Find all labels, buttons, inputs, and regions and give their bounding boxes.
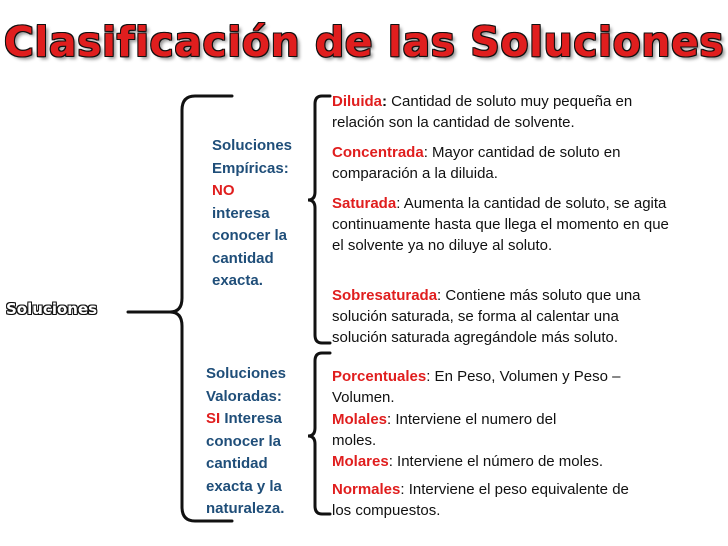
category-line: [206, 408, 286, 431]
definition-sobresaturada: [332, 285, 672, 348]
empiricas-brace: [308, 96, 330, 343]
category-line: Empíricas:: [212, 159, 289, 177]
category-line: conocer la: [206, 432, 282, 450]
definition-term: Normales: [332, 481, 401, 498]
category-line: cantidad: [212, 249, 274, 267]
category-line: naturaleza.: [206, 500, 285, 517]
category-highlight: SI: [206, 410, 221, 427]
definition-text: Interviene el peso equivalente de los compuestos.: [332, 481, 629, 519]
definition-saturada: [332, 193, 672, 256]
category-text: Interesa: [220, 410, 282, 427]
definition-text: Interviene el numero del moles.: [332, 411, 557, 449]
definition-text: En Peso, Volumen y Peso – Volumen.: [332, 368, 621, 406]
definition-text: Contiene más soluto que una solución saturada, se forma al calentar una solución saturada agregándole más soluto.: [332, 287, 641, 346]
definition-text: Interviene el número de moles.: [392, 453, 603, 470]
definition-term: Concentrada: [332, 144, 424, 161]
definition-separator: :: [426, 368, 431, 385]
definition-molales: [332, 409, 597, 451]
valoradas-brace: [308, 353, 330, 514]
definition-text: Aumenta la cantidad de soluto, se agita continuamente hasta que llega el momento en que el solvente ya no diluye al soluto.: [332, 195, 669, 254]
category-valoradas: [206, 363, 286, 521]
definition-separator: :: [396, 195, 401, 212]
definition-molares: [332, 451, 662, 472]
definition-text: Cantidad de soluto muy pequeña en relación son la cantidad de solvente.: [332, 93, 633, 131]
definition-term: Molares: [332, 453, 389, 470]
definition-term: Sobresaturada: [332, 287, 438, 304]
definition-separator: :: [437, 287, 442, 304]
category-line: cantidad: [206, 455, 268, 472]
definition-term: Porcentuales: [332, 368, 427, 385]
definition-separator: :: [382, 93, 388, 110]
category-line: Valoradas:: [206, 387, 282, 405]
definition-porcentuales: [332, 366, 642, 408]
definition-term: Saturada: [332, 195, 397, 212]
definition-separator: :: [387, 411, 392, 428]
definition-diluida: [332, 91, 672, 133]
definition-separator: :: [400, 481, 405, 498]
definition-separator: :: [423, 144, 428, 161]
definition-term: Diluida: [332, 93, 383, 110]
diagram-title: Clasificación de las Soluciones: [3, 18, 725, 66]
category-line: interesa: [212, 204, 270, 222]
definition-separator: :: [388, 453, 393, 470]
category-line: Soluciones: [212, 137, 293, 154]
category-line: exacta y la: [206, 477, 282, 495]
definition-term: Molales: [332, 411, 388, 428]
category-empiricas: [212, 135, 292, 293]
category-line: conocer la: [212, 227, 288, 244]
category-line: Soluciones: [206, 365, 287, 382]
root-label: Soluciones: [6, 300, 98, 318]
category-line: exacta.: [212, 272, 263, 289]
definition-normales: [332, 479, 647, 521]
category-highlight: NO: [212, 182, 235, 199]
definition-text: Mayor cantidad de soluto en comparación a la diluida.: [332, 144, 621, 182]
definition-concentrada: [332, 142, 672, 184]
